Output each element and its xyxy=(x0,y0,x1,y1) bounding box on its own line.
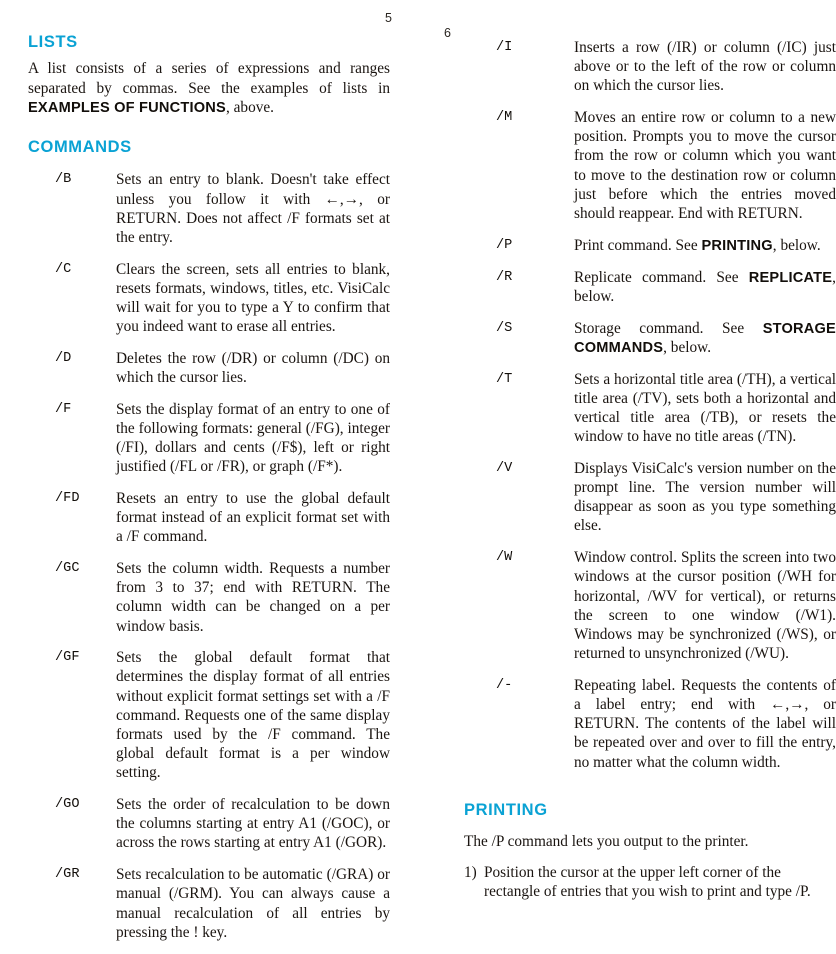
commands-list-left xyxy=(28,170,390,942)
section-heading-lists: LISTS xyxy=(28,33,78,51)
command-entry xyxy=(28,648,390,782)
command-description: Moves an entire row or column to a new position. Prompts you to move the cursor from the row or column which you want to move to the destination row or column just before which the entries moved should reappear. End with RETURN. xyxy=(574,109,836,222)
command-description: Sets an entry to blank. Doesn't take effect unless you follow it with ←,→, or RETURN. Does not affect /F formats set at the entry. xyxy=(116,171,390,246)
command-entry xyxy=(28,559,390,636)
step-text: Position the cursor at the upper left corner of the rectangle of entries that you wish to print and type /P. xyxy=(484,863,811,900)
command-key: /W xyxy=(496,550,513,566)
section-heading-commands: COMMANDS xyxy=(28,138,132,156)
command-entry xyxy=(464,459,836,536)
printing-step-item xyxy=(464,863,836,902)
page-number-left: 5 xyxy=(385,11,393,25)
command-description: Inserts a row (/IR) or column (/IC) just above or to the left of the row or column on which the cursor lies. xyxy=(574,39,836,95)
command-key: /B xyxy=(55,172,72,188)
command-key: /M xyxy=(496,110,513,126)
command-entry xyxy=(28,170,390,247)
cross-reference-replicate: REPLICATE xyxy=(748,269,833,286)
command-entry xyxy=(464,370,836,447)
command-description xyxy=(574,236,836,255)
command-entry xyxy=(28,795,390,853)
command-entry xyxy=(28,260,390,337)
command-key: /GF xyxy=(55,650,80,666)
command-description: Deletes the row (/DR) or column (/DC) on which the cursor lies. xyxy=(116,349,390,386)
command-entry xyxy=(464,548,836,663)
left-page-column xyxy=(0,0,418,941)
command-entry xyxy=(28,489,390,547)
command-description: Sets recalculation to be automatic (/GRA) or manual (/GRM). You can always cause a manual recalculation of all entries by pressing the ! key. xyxy=(116,866,390,941)
command-description-text: Replicate command. See xyxy=(574,268,749,286)
command-description-tail: , below. xyxy=(772,236,821,254)
command-key: /P xyxy=(496,237,513,253)
command-description-text: Storage command. See xyxy=(574,319,763,337)
command-entry xyxy=(28,865,390,942)
printing-intro-paragraph: The /P command lets you output to the printer. xyxy=(464,832,749,850)
section-heading-printing: PRINTING xyxy=(464,801,548,820)
command-description-tail: , below. xyxy=(574,268,836,305)
command-description-tail: , below. xyxy=(663,338,712,356)
command-key: /T xyxy=(496,371,513,387)
right-column-body xyxy=(464,38,836,901)
command-description xyxy=(574,319,836,358)
command-key: /- xyxy=(496,677,513,693)
command-description: Clears the screen, sets all entries to blank, resets formats, windows, titles, etc. VisiCalc will wait for you to type a Y to confirm that you indeed want to erase all entries. xyxy=(116,260,390,336)
command-description-text: Print command. See xyxy=(574,236,702,254)
command-entry xyxy=(464,108,836,223)
command-key: /FD xyxy=(55,490,80,506)
lists-paragraph xyxy=(28,59,390,117)
lists-paragraph-part2: , above. xyxy=(225,98,274,116)
page-number-right: 6 xyxy=(444,26,452,40)
step-number: 1) xyxy=(464,863,477,881)
cross-reference-storage-commands: STORAGE COMMANDS xyxy=(574,320,836,356)
left-column-body xyxy=(28,34,390,954)
cross-reference-examples-of-functions: EXAMPLES OF FUNCTIONS xyxy=(28,99,226,116)
command-key: /R xyxy=(496,269,513,285)
command-entry xyxy=(28,349,390,387)
command-entry xyxy=(464,319,836,358)
command-key: /GO xyxy=(55,797,80,813)
command-entry xyxy=(464,236,836,255)
command-description: Sets a horizontal title area (/TH), a vertical title area (/TV), sets both a horizontal and vertical title area (/TB), or resets the window to have no title areas (/TN). xyxy=(574,370,836,446)
command-entry xyxy=(464,268,836,307)
printing-steps-list xyxy=(464,863,836,902)
command-key: /C xyxy=(55,261,72,277)
command-description: Sets the display format of an entry to one of the following formats: general (/FG), integer (/FI), dollars and cents (/F$), left or right justified (/FL or /FR), or graph (/F*). xyxy=(116,400,390,476)
command-description: Sets the order of recalculation to be down the columns starting at entry A1 (/GOC), or across the rows starting at entry A1 (/GOR). xyxy=(116,796,390,852)
command-key: /F xyxy=(55,401,72,417)
command-key: /GR xyxy=(55,867,80,883)
command-key: /D xyxy=(55,350,72,366)
command-entry xyxy=(464,38,836,96)
right-page-column xyxy=(418,0,836,900)
cross-reference-printing: PRINTING xyxy=(701,237,773,254)
command-key: /GC xyxy=(55,561,80,576)
command-entry xyxy=(28,400,390,477)
command-description: Repeating label. Requests the contents of a label entry; end with ←,→, or RETURN. The contents of the label will be repeated over and over to fill the entry, no matter what the column width. xyxy=(574,676,836,771)
command-description: Sets the global default format that determines the display format of all entries without explicit format settings set with a /F command. Requests one of the same display formats used by the /F command. The global default format is a per window setting. xyxy=(116,649,390,782)
command-key: /S xyxy=(496,320,513,336)
lists-paragraph-part1: A list consists of a series of expressions and ranges separated by commas. See the examples of lists in xyxy=(28,60,390,97)
command-entry xyxy=(464,676,836,772)
command-description: Sets the column width. Requests a number from 3 to 37; end with RETURN. The column width can be changed on a per window basis. xyxy=(116,560,390,635)
command-key: /V xyxy=(496,460,513,476)
command-description: Resets an entry to use the global default format instead of an explicit format set with a /F command. xyxy=(116,489,390,546)
command-description: Displays VisiCalc's version number on the prompt line. The version number will disappear as soon as you type something else. xyxy=(574,459,836,535)
commands-list-right xyxy=(464,38,836,772)
command-key: /I xyxy=(496,40,513,55)
command-description: Window control. Splits the screen into two windows at the cursor position (/WH for horizontal, /WV for vertical), or returns the screen to one window (/W1). Windows may be synchronized (/WS), or returned to unsynchronized (/WU). xyxy=(574,549,836,663)
command-description xyxy=(574,268,836,307)
